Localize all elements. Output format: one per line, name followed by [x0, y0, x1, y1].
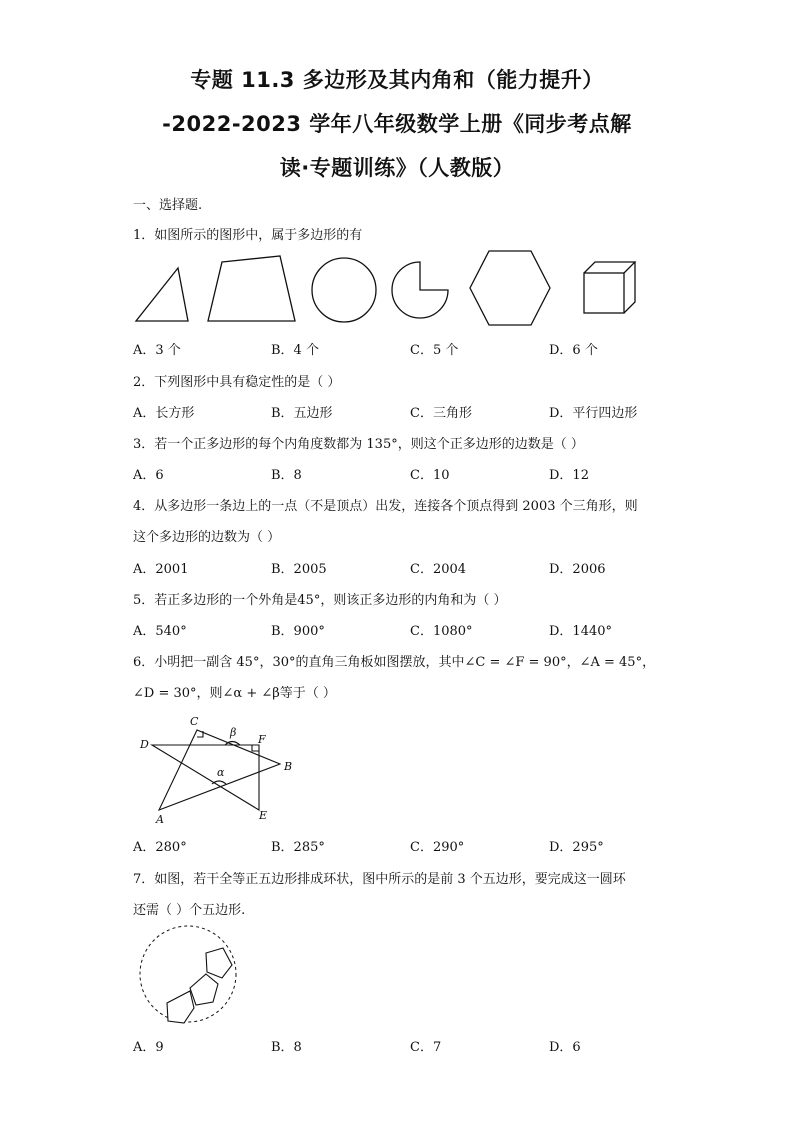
question-6-option-d: D．295°	[549, 840, 604, 855]
question-4-stem-line-1: 4．从多边形一条边上的一点（不是顶点）出发，连接各个顶点得到 2003 个三角形，则	[133, 499, 638, 514]
question-3-option-d: D．12	[549, 468, 589, 483]
question-2-option-b: B．五边形	[271, 406, 333, 421]
question-2-stem: 2．下列图形中具有稳定性的是（ ）	[133, 375, 341, 390]
question-7-stem-line-2: 还需（ ）个五边形.	[133, 903, 246, 918]
question-1-stem: 1．如图所示的图形中，属于多边形的有	[133, 228, 363, 243]
title-line-1: 专题 11.3 多边形及其内角和（能力提升）	[190, 68, 604, 92]
question-7-figure	[136, 922, 248, 1026]
label-beta: β	[230, 726, 237, 739]
label-f: F	[258, 733, 266, 746]
pentagon-2	[190, 974, 218, 1005]
quadrilateral-shape	[208, 256, 295, 321]
question-1-option-c: C．5 个	[410, 343, 459, 358]
question-6-figure	[130, 712, 310, 824]
label-alpha: α	[217, 766, 225, 779]
question-1-option-b: B．4 个	[271, 343, 319, 358]
question-3-option-b: B．8	[271, 468, 302, 483]
question-2-option-d: D．平行四边形	[549, 406, 638, 421]
question-6-option-a: A．280°	[133, 840, 187, 855]
circle-shape	[312, 258, 376, 322]
label-a: A	[156, 813, 164, 826]
cube-shape	[584, 262, 635, 313]
question-7-option-a: A．9	[133, 1040, 164, 1055]
question-7-option-c: C．7	[410, 1040, 442, 1055]
question-6-option-b: B．285°	[271, 840, 325, 855]
question-7-option-b: B．8	[271, 1040, 302, 1055]
sector-shape	[392, 262, 448, 318]
question-5-stem: 5．若正多边形的一个外角是45°，则该正多边形的内角和为（ ）	[133, 593, 507, 608]
label-b: B	[284, 760, 293, 773]
question-5-option-a: A．540°	[133, 624, 187, 639]
question-1-option-d: D．6 个	[549, 343, 598, 358]
question-5-option-b: B．900°	[271, 624, 325, 639]
section-heading: 一、选择题.	[133, 198, 203, 213]
question-2-option-c: C．三角形	[410, 406, 472, 421]
question-7-option-d: D．6	[549, 1040, 581, 1055]
question-5-option-d: D．1440°	[549, 624, 613, 639]
label-e: E	[259, 809, 268, 822]
question-4-option-b: B．2005	[271, 562, 327, 577]
question-6-option-c: C．290°	[410, 840, 465, 855]
question-2-option-a: A．长方形	[133, 406, 195, 421]
label-d: D	[140, 738, 149, 751]
arc-alpha	[212, 781, 226, 784]
question-7-stem-line-1: 7．如图，若干全等正五边形排成环状，图中所示的是前 3 个五边形，要完成这一圆环	[133, 872, 626, 887]
title-line-2: -2022-2023 学年八年级数学上册《同步考点解	[162, 112, 632, 136]
label-c: C	[190, 715, 199, 728]
question-4-option-d: D．2006	[549, 562, 606, 577]
question-3-stem: 3．若一个正多边形的每个内角度数都为 135°，则这个正多边形的边数是（ ）	[133, 437, 584, 452]
question-1-figure	[130, 248, 640, 328]
title-line-3: 读·专题训练》（人教版）	[279, 156, 515, 180]
triangle-shape	[136, 268, 188, 321]
question-4-stem-line-2: 这个多边形的边数为（ ）	[133, 530, 281, 545]
question-6-stem-line-1: 6．小明把一副含 45°，30°的直角三角板如图摆放，其中∠C = ∠F = 90°，∠A = 45°，	[133, 655, 656, 670]
pentagon-1	[206, 948, 232, 978]
question-3-option-a: A．6	[133, 468, 164, 483]
question-1-option-a: A．3 个	[133, 343, 181, 358]
question-4-option-a: A．2001	[133, 562, 189, 577]
pentagon-3	[167, 991, 194, 1023]
hexagon-shape	[470, 251, 550, 325]
question-4-option-c: C．2004	[410, 562, 467, 577]
question-5-option-c: C．1080°	[410, 624, 473, 639]
question-3-option-c: C．10	[410, 468, 450, 483]
question-6-stem-line-2: ∠D = 30°，则∠α + ∠β等于（ ）	[133, 686, 336, 701]
